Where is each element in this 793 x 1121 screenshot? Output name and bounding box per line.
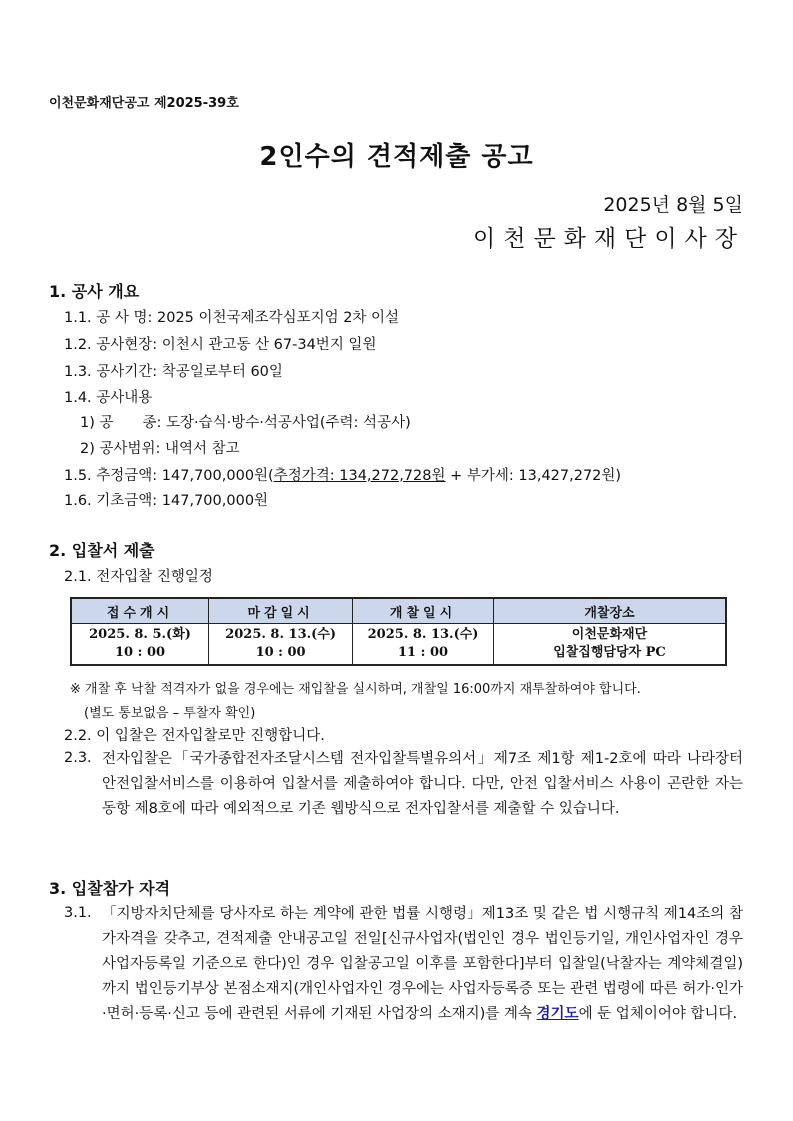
table-row (71, 624, 726, 666)
project-scope: 2) 공사범위: 내역서 참고 (80, 441, 240, 457)
header-opening-place: 개찰장소 (493, 598, 726, 624)
project-period: 1.3. 공사기간: 착공일로부터 60일 (64, 364, 283, 380)
base-amount: 1.6. 기초금액: 147,700,000원 (64, 493, 269, 509)
cell-opening-place (493, 624, 726, 666)
project-site: 1.2. 공사현장: 이천시 관고동 산 67-34번지 일원 (64, 337, 377, 353)
section-3-heading: 3. 입찰참가 자격 (49, 879, 171, 898)
header-receipt-start: 접수개시 (71, 598, 209, 624)
cell-receipt-start (71, 624, 209, 666)
eligibility-paragraph (102, 902, 743, 1027)
item-3-1-number: 3.1. (64, 905, 92, 921)
document-title: 2인수의 견적제출 공고 (259, 142, 534, 172)
item-2-3-number: 2.3. (64, 750, 92, 766)
project-kind: 1) 공 종: 도장·습식·방수·석공사업(주력: 석공사) (80, 415, 411, 431)
cell-line: 10 : 00 (255, 645, 306, 660)
eligibility-text-end: 에 둔 업체이어야 합니다. (578, 1006, 738, 1022)
section-2-heading: 2. 입찰서 제출 (49, 541, 155, 560)
estimated-price: 추정가격: 134,272,728원 (273, 468, 446, 484)
project-content: 1.4. 공사내용 (64, 390, 153, 406)
issuer-name: 이천문화재단이사장 (473, 226, 745, 252)
notice-number: 이천문화재단공고 제2025-39호 (49, 96, 239, 111)
header-opening: 개찰일시 (353, 598, 494, 624)
e-bid-method-paragraph: 전자입찰은「국가종합전자조달시스템 전자입찰특별유의서」제7조 제1항 제1-2호에 따라 나라장터 안전입찰서비스를 이용하여 입찰서를 제출하여야 합니다. 다만, 안전 입찰서비스 사용이 곤란한 자는 동항 제8호에 따라 예외적으로 기존 웹방식으로 전자입찰서를 제출할 수 있습니다. (102, 751, 743, 817)
cell-opening (353, 624, 494, 666)
rebid-note: ※ 개찰 후 낙찰 적격자가 없을 경우에는 재입찰을 실시하며, 개찰일 16:00까지 재투찰하여야 합니다. (70, 682, 641, 697)
cell-line: 이천문화재단 (571, 627, 648, 642)
cell-line: 10 : 00 (115, 645, 166, 660)
header-deadline: 마감일시 (209, 598, 353, 624)
estimated-amount (64, 464, 621, 485)
estimated-amount-prefix: 1.5. 추정금액: 147,700,000원( (64, 468, 274, 484)
notice-date: 2025년 8월 5일 (603, 194, 743, 216)
cell-line: 2025. 8. 5.(화) (89, 627, 191, 642)
bid-schedule-table (70, 597, 727, 666)
region-keyword: 경기도 (536, 1006, 579, 1022)
cell-line: 2025. 8. 13.(수) (367, 627, 479, 642)
cell-line: 입찰집행담당자 PC (553, 645, 666, 660)
cell-deadline (209, 624, 353, 666)
rebid-note-sub: (별도 통보없음 – 투찰자 확인) (84, 706, 256, 721)
eligibility-text: 「지방자치단체를 당사자로 하는 계약에 관한 법률 시행령」제13조 및 같은 법 시행규칙 제14조의 참가자격을 갖추고, 견적제출 안내공고일 전일[신규사업자(법인인 경우 법인등기일, 개인사업자인 경우 사업자등록일 기준으로 한다)인 경우 입찰공고일 이후를 포함한다]부터 입찰일(낙찰자는 계약체결일)까지 법인등기부상 본점소재지(개인사업자인 경우에는 사업자등록증 또는 관련 법령에 따른 허가·인가·면허·등록·신고 등에 관련된 서류에 기재된 사업장의 소재지)를 계속 (102, 906, 743, 1022)
e-bid-only-note: 2.2. 이 입찰은 전자입찰로만 진행합니다. (64, 728, 325, 744)
cell-line: 2025. 8. 13.(수) (225, 627, 336, 642)
cell-line: 11 : 00 (398, 645, 449, 660)
section-1-heading: 1. 공사 개요 (49, 282, 140, 301)
project-name: 1.1. 공 사 명: 2025 이천국제조각심포지엄 2차 이설 (64, 310, 400, 326)
vat-amount: + 부가세: 13,427,272원) (445, 468, 622, 484)
table-header-row (71, 598, 726, 624)
e-bid-schedule-label: 2.1. 전자입찰 진행일정 (64, 569, 213, 585)
